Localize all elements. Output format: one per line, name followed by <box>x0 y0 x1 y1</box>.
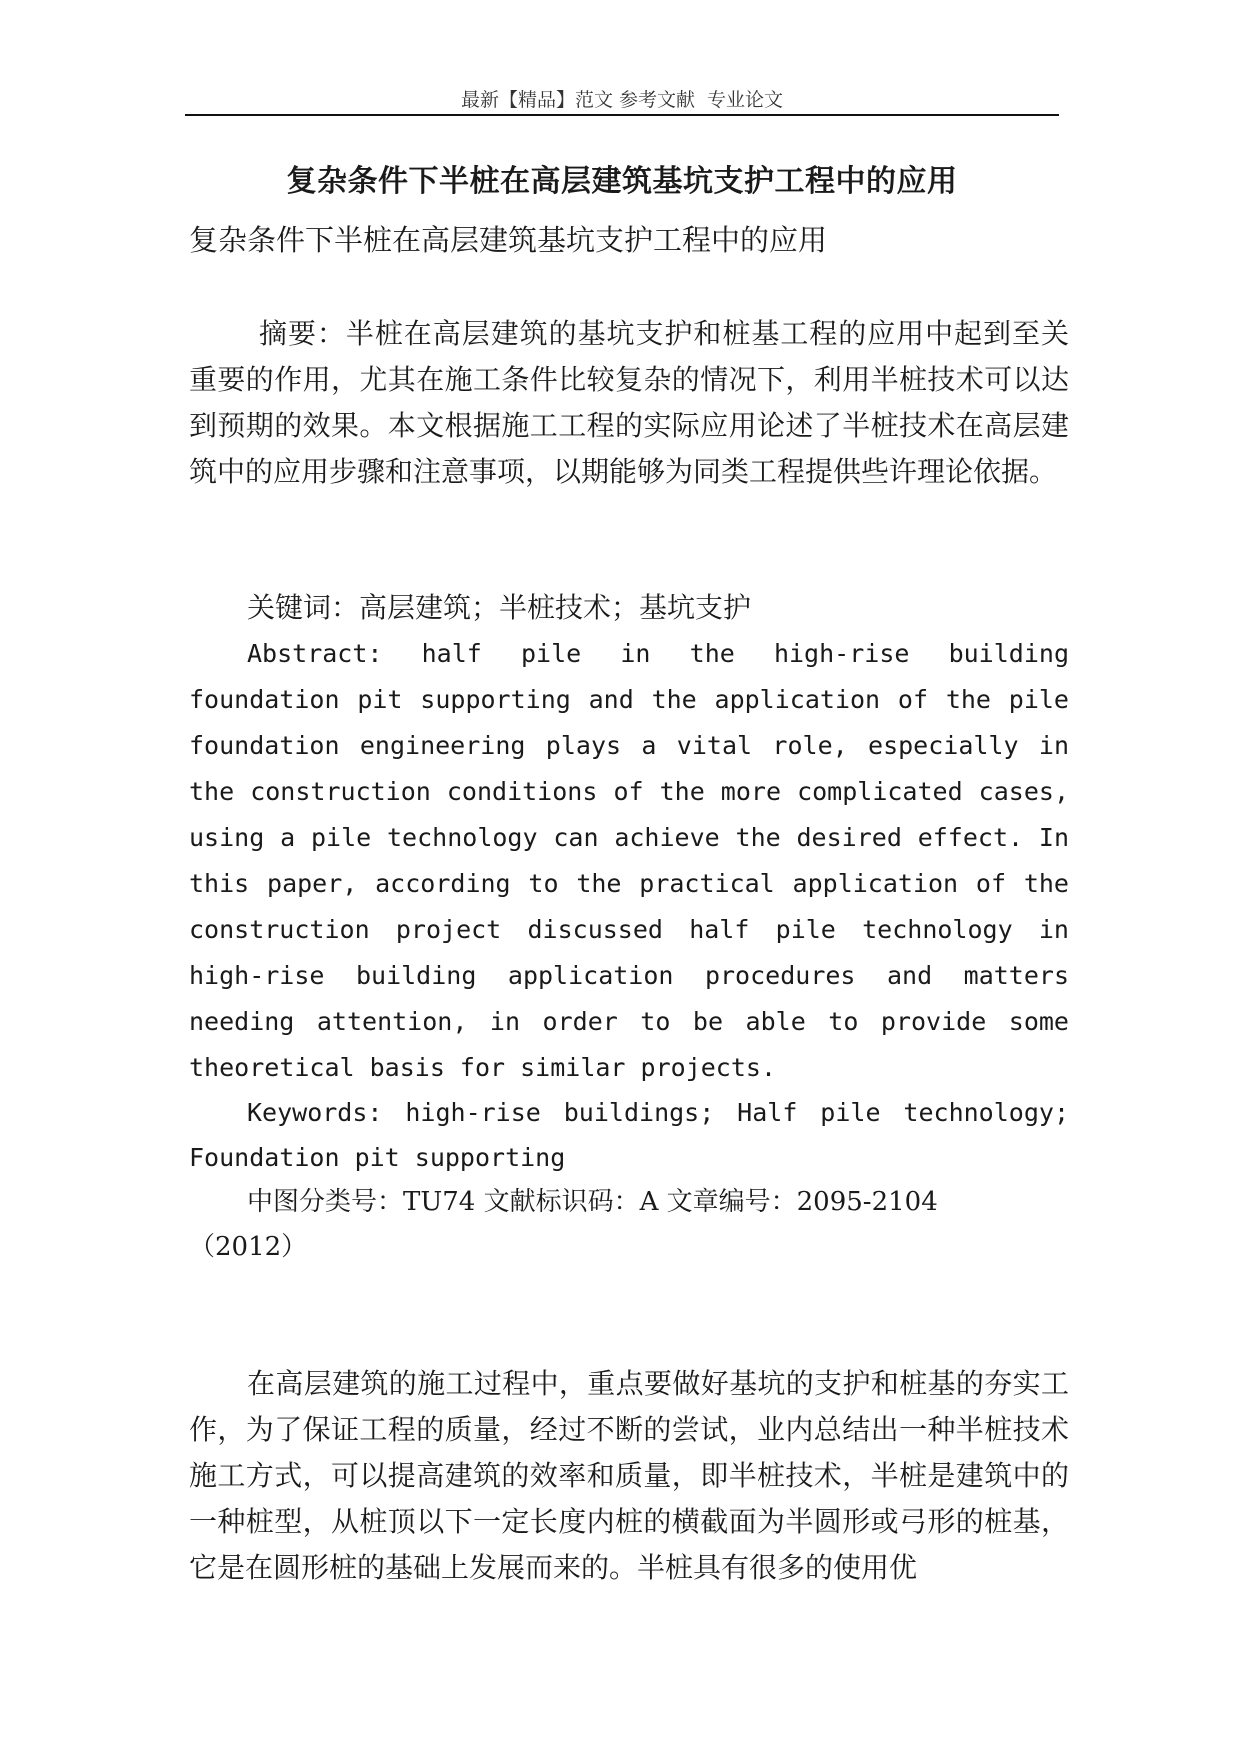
abstract-english: Abstract: half pile in the high-rise building foundation pit supporting and the application of the pile foundation engineering plays a vital role, especially in the construction conditions of the more complicated cases, using a pile technology can achieve the desired effect. In this paper, according to the practical application of the construction project discussed half pile technology in high-rise building application procedures and matters needing attention, in order to be able to provide some theoretical basis for similar projects. <box>189 639 1069 1082</box>
classification-line-2: （2012） <box>189 1232 308 1262</box>
keywords-english: Keywords: high-rise buildings; Half pile technology; Foundation pit supporting <box>189 1098 1069 1172</box>
classification-line-1: 中图分类号：TU74 文献标识码：A 文章编号：2095-2104 <box>247 1187 938 1217</box>
document-subtitle: 复杂条件下半桩在高层建筑基坑支护工程中的应用 <box>189 223 828 257</box>
classification-info <box>189 1180 1069 1270</box>
body-paragraph: 在高层建筑的施工过程中，重点要做好基坑的支护和桩基的夯实工作，为了保证工程的质量，经过不断的尝试，业内总结出一种半桩技术施工方式，可以提高建筑的效率和质量，即半桩技术，半桩是建筑中的一种桩型，从桩顶以下一定长度内桩的横截面为半圆形或弓形的桩基，它是在圆形桩的基础上发展而来的。半桩具有很多的使用优 <box>189 1367 1069 1584</box>
page-header: 最新【精品】范文 参考文献 专业论文 <box>460 89 784 111</box>
abstract-chinese: 摘要：半桩在高层建筑的基坑支护和桩基工程的应用中起到至关重要的作用，尤其在施工条件比较复杂的情况下，利用半桩技术可以达到预期的效果。本文根据施工工程的实际应用论述了半桩技术在高层建筑中的应用步骤和注意事项，以期能够为同类工程提供些许理论依据。 <box>189 317 1069 488</box>
keywords-chinese: 关键词：高层建筑；半桩技术；基坑支护 <box>247 591 752 624</box>
document-title: 复杂条件下半桩在高层建筑基坑支护工程中的应用 <box>286 164 958 199</box>
header-divider <box>185 114 1059 116</box>
